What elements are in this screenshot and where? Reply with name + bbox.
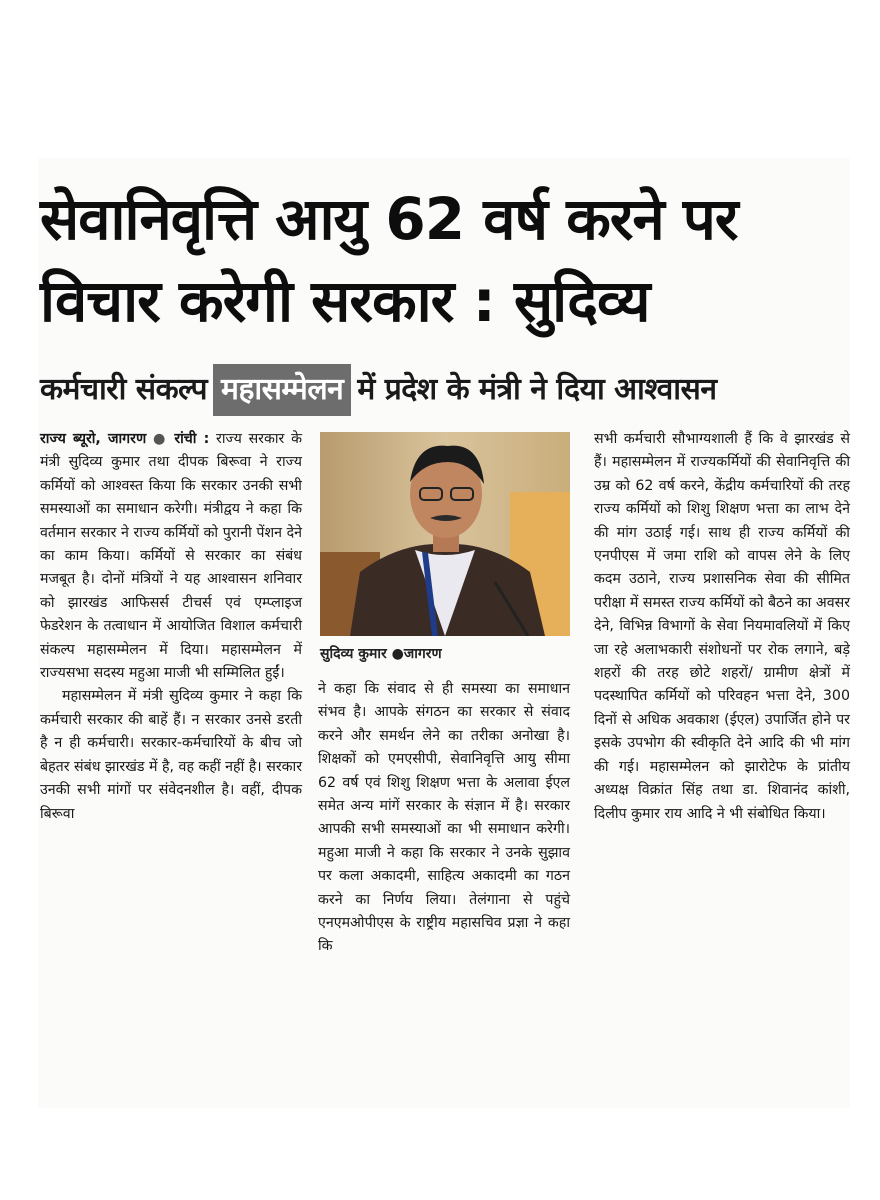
subhead-after: में प्रदेश के मंत्री ने दिया आश्वासन	[357, 372, 717, 407]
headline	[40, 178, 850, 342]
headline-line-1: सेवानिवृत्ति आयु 62 वर्ष करने पर	[40, 185, 738, 253]
photo-caption: सुदिव्य कुमार ●जागरण	[320, 646, 442, 662]
subhead-before: कर्मचारी संकल्प	[40, 372, 208, 407]
byline-bullet: ●	[152, 431, 168, 447]
byline-city: रांची :	[174, 431, 210, 447]
byline-bureau: राज्य ब्यूरो, जागरण	[40, 431, 147, 447]
minister-portrait-image	[320, 432, 570, 636]
headline-line-2: विचार करेगी सरकार : सुदिव्य	[40, 267, 650, 335]
subheadline	[40, 362, 850, 418]
column-1-paragraph-1	[40, 428, 302, 685]
column-2-paragraph-1: ने कहा कि संवाद से ही समस्या का समाधान संभव है। आपके संगठन का सरकार से संवाद करने और समर्थन लेने का तरीका अनोखा है। शिक्षकों को एमएसीपी, सेवानिवृत्ति आयु सीमा 62 वर्ष एवं शिशु शिक्षण भत्ता के अलावा ईएल समेत अन्य मांगें सरकार के संज्ञान में है। सरकार आपकी सभी समस्याओं का भी समाधान करेगी। महुआ माजी ने कहा कि सरकार ने उनके सुझाव पर कला अकादमी, साहित्य अकादमी का गठन करने का निर्णय लिया। तेलंगाना से पहुंचे एनएमओपीएस के राष्ट्रीय महासचिव प्रज्ञा ने कहा कि	[318, 681, 570, 955]
subhead-highlight-box: महासम्मेलन	[213, 364, 351, 416]
column-1-paragraph-2: महासम्मेलन में मंत्री सुदिव्य कुमार ने कहा कि कर्मचारी सरकार की बाहें हैं। न सरकार उनसे डरती है न ही कर्मचारी। सरकार-कर्मचारियों के बीच जो बेहतर संबंध झारखंड में है, वह कहीं नहीं है। सरकार उनकी सभी मांगों पर संवेदनशील है। वहीं, दीपक बिरूवा	[40, 688, 302, 822]
article-column-1	[40, 428, 302, 826]
article-column-2	[318, 678, 570, 959]
column-1-text-1: राज्य सरकार के मंत्री सुदिव्य कुमार तथा दीपक बिरूवा ने राज्य कर्मियों को आश्वस्त किया कि सरकार उनकी सभी समस्याओं का समाधान करेगी। मंत्रीद्वय ने कहा कि वर्तमान सरकार ने राज्य कर्मियों को पुरानी पेंशन देने का काम किया। कर्मियों से सरकार का संबंध मजबूत है। दोनों मंत्रियों ने यह आश्वासन शनिवार को झारखंड आफिसर्स टीचर्स एवं एम्प्लाइज फेडरेशन के तत्वाधान में आयोजित विशाल कर्मचारी संकल्प महासम्मेलन में दिया। महासम्मेलन में राज्यसभा सदस्य महुआ माजी भी सम्मिलित हुईं।	[40, 431, 302, 682]
column-3-paragraph-1: सभी कर्मचारी सौभाग्यशाली हैं कि वे झारखंड से हैं। महासम्मेलन में राज्यकर्मियों की सेवानिवृत्ति की उम्र को 62 वर्ष करने, केंद्रीय कर्मचारियों की तरह राज्य कर्मियों को शिशु शिक्षण भत्ता का लाभ देने की मांग उठाई गई। साथ ही राज्य कर्मियों की एनपीएस में जमा राशि को वापस लेने के लिए कदम उठाने, राज्य प्रशासनिक सेवा की सीमित परीक्षा में समस्त राज्य कर्मियों को बैठने का अवसर देने, विभिन्न विभागों के सेवा नियमावलियों में किए जा रहे अलाभकारी संशोधनों पर रोक लगाने, बड़े शहरों की तरह छोटे शहरों/ ग्रामीण क्षेत्रों में पदस्थापित कर्मियों को परिवहन भत्ता देने, 300 दिनों से अधिक अवकाश (ईएल) उपार्जित होने पर इसके उपभोग की स्वीकृति देने आदि की भी मांग की गई। महासम्मेलन को झारोटेफ के प्रांतीय अध्यक्ष विक्रांत सिंह तथा डा. शिवानंद कांशी, दिलीप कुमार राय आदि ने भी संबोधित किया।	[594, 431, 850, 822]
article-column-3	[594, 428, 850, 826]
minister-photo	[320, 432, 570, 636]
